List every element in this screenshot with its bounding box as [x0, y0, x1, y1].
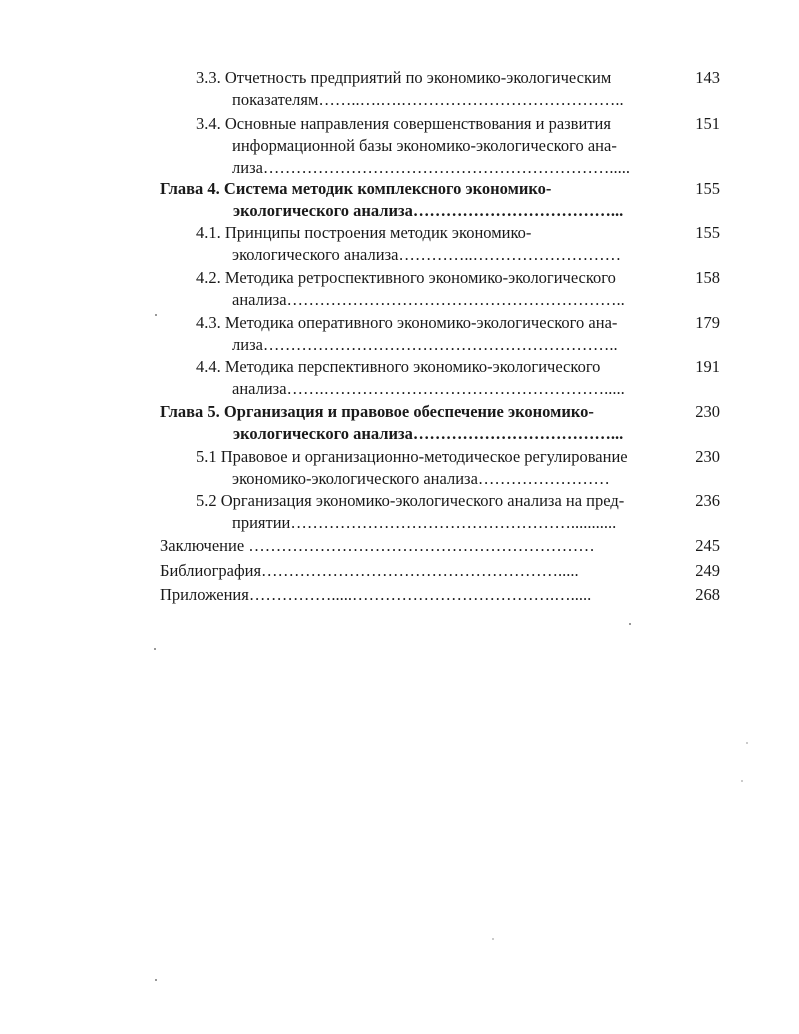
toc-entry-3-3: [196, 67, 624, 111]
toc-page-number: 268: [695, 585, 720, 604]
scan-speck: [155, 314, 157, 316]
toc-entry-4-4: [196, 356, 625, 400]
toc-entry-5-2: [196, 490, 624, 534]
toc-entry-title-line: анализа…….…………………………………………….....: [232, 379, 625, 398]
toc-entry-4-2: [196, 267, 625, 311]
toc-page-number: 179: [695, 313, 720, 332]
toc-entry-title-line: Библиография……………………………………………….....: [160, 561, 579, 580]
scan-speck: [154, 648, 156, 650]
toc-page-number: 151: [695, 114, 720, 133]
toc-appendices: [160, 584, 591, 606]
toc-page-number: 249: [695, 561, 720, 580]
toc-bibliography: [160, 560, 579, 582]
toc-entry-title-line: 3.3. Отчетность предприятий по экономико-экологическим: [196, 68, 612, 87]
scan-speck: [629, 623, 631, 625]
toc-page-number: 191: [695, 357, 720, 376]
toc-entry-title-line: экономико-экологического анализа……………………: [232, 469, 610, 488]
toc-entry-title-line: 4.1. Принципы построения методик экономико-: [196, 223, 532, 242]
toc-entry-5-1: [196, 446, 628, 490]
toc-entry-title-line: Глава 4. Система методик комплексного экономико-: [160, 179, 552, 198]
toc-entry-title-line: 5.1 Правовое и организационно-методическое регулирование: [196, 447, 628, 466]
toc-entry-4-1: [196, 222, 621, 266]
toc-page-number: 230: [695, 402, 720, 421]
toc-chapter-4: [160, 178, 623, 222]
toc-entry-title-line: экологического анализа………………………………...: [233, 201, 624, 220]
toc-entry-title-line: Глава 5. Организация и правовое обеспечение экономико-: [160, 402, 594, 421]
toc-entry-title-line: информационной базы экономико-экологического ана-: [232, 136, 617, 155]
toc-entry-title-line: лиза……………………………………………………….....: [232, 158, 631, 177]
toc-page-number: 158: [695, 268, 720, 287]
toc-entry-title-line: Заключение ………………………………………………………: [160, 536, 595, 555]
scan-speck: [492, 938, 494, 940]
toc-entry-title-line: Приложения…………….....……………………………….….....: [160, 585, 592, 604]
toc-page-number: 230: [695, 447, 720, 466]
toc-entry-title-line: 5.2 Организация экономико-экологического анализа на пред-: [196, 491, 625, 510]
toc-page-number: 155: [695, 223, 720, 242]
toc-entry-3-4: [196, 113, 630, 179]
toc-entry-title-line: экологического анализа………………………………...: [233, 424, 624, 443]
toc-entry-title-line: 4.2. Методика ретроспективного экономико-экологического: [196, 268, 616, 287]
scan-speck: [746, 742, 748, 744]
toc-page-number: 143: [695, 68, 720, 87]
toc-conclusion: [160, 535, 595, 557]
toc-page-number: 245: [695, 536, 720, 555]
toc-page-number: 155: [695, 179, 720, 198]
toc-entry-4-3: [196, 312, 618, 356]
toc-entry-title-line: 3.4. Основные направления совершенствования и развития: [196, 114, 611, 133]
toc-entry-title-line: показателям……..….….…………………………………..: [232, 90, 624, 109]
toc-chapter-5: [160, 401, 623, 445]
toc-entry-title-line: экологического анализа…………..………………………: [232, 245, 622, 264]
toc-entry-title-line: анализа……………………………………………………..: [232, 290, 625, 309]
scan-speck: [741, 780, 743, 782]
toc-page-number: 236: [695, 491, 720, 510]
toc-entry-title-line: лиза………………………………………………………..: [232, 335, 618, 354]
scan-speck: [155, 979, 157, 981]
toc-entry-title-line: 4.4. Методика перспективного экономико-экологического: [196, 357, 601, 376]
toc-entry-title-line: 4.3. Методика оперативного экономико-экологического ана-: [196, 313, 618, 332]
toc-entry-title-line: приятии……………………………………………...........: [232, 513, 617, 532]
